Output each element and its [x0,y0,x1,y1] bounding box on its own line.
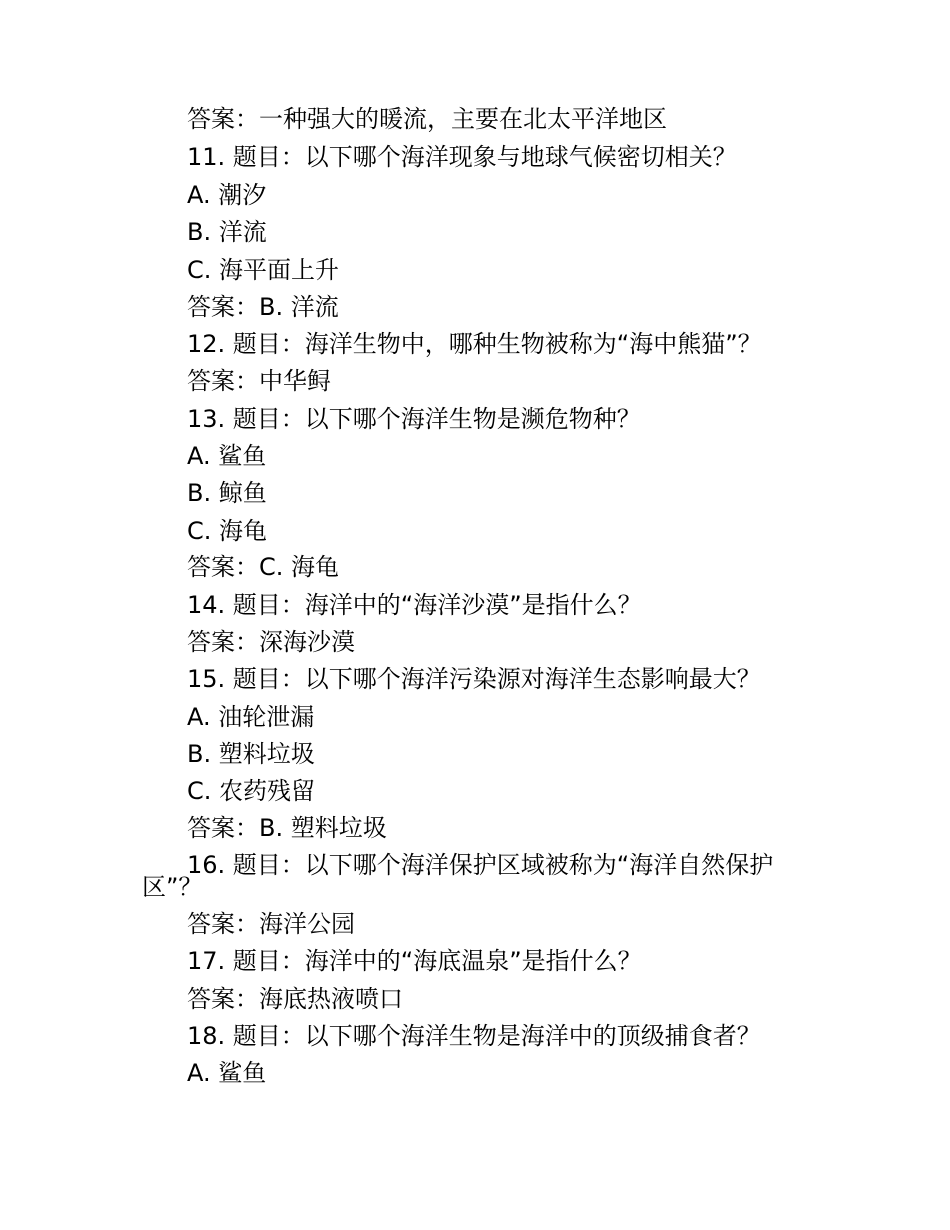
question-17: 17. 题目：海洋中的“海底温泉”是指什么？ [187,947,642,975]
option-13-c: C. 海龟 [187,517,268,545]
question-15: 15. 题目：以下哪个海洋污染源对海洋生态影响最大？ [187,665,761,693]
answer-15: 答案：B. 塑料垃圾 [187,814,387,842]
answer-12: 答案：中华鲟 [187,367,331,395]
question-13: 13. 题目：以下哪个海洋生物是濒危物种？ [187,405,641,433]
option-15-b: B. 塑料垃圾 [187,740,315,768]
answer-10: 答案：一种强大的暖流，主要在北太平洋地区 [187,105,667,133]
question-12: 12. 题目：海洋生物中，哪种生物被称为“海中熊猫”？ [187,330,762,358]
question-14: 14. 题目：海洋中的“海洋沙漠”是指什么？ [187,591,642,619]
option-11-a: A. 潮汐 [187,181,267,209]
answer-14: 答案：深海沙漠 [187,628,355,656]
question-11: 11. 题目：以下哪个海洋现象与地球气候密切相关？ [187,143,737,171]
answer-11: 答案：B. 洋流 [187,293,339,321]
option-11-b: B. 洋流 [187,218,267,246]
answer-16: 答案：海洋公园 [187,910,355,938]
option-15-c: C. 农药残留 [187,777,316,805]
option-13-a: A. 鲨鱼 [187,442,267,470]
question-18: 18. 题目：以下哪个海洋生物是海洋中的顶级捕食者？ [187,1022,761,1050]
option-13-b: B. 鲸鱼 [187,479,267,507]
option-15-a: A. 油轮泄漏 [187,703,315,731]
answer-13: 答案：C. 海龟 [187,553,340,581]
option-11-c: C. 海平面上升 [187,256,340,284]
answer-17: 答案：海底热液喷口 [187,985,403,1013]
option-18-a: A. 鲨鱼 [187,1059,267,1087]
question-16-continued: 区”？ [142,873,203,901]
question-16: 16. 题目：以下哪个海洋保护区域被称为“海洋自然保护 [187,851,774,879]
